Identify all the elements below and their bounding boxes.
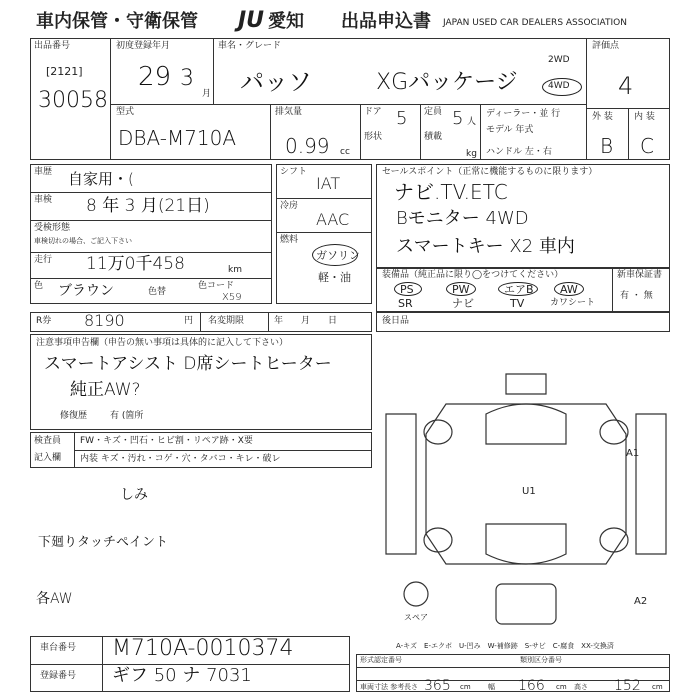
post-frame — [376, 312, 670, 332]
doors-value: 5 — [396, 108, 408, 129]
shift-label: シフト — [280, 167, 308, 177]
inspector-note-3: 各AW — [36, 591, 73, 607]
chassis-label: 車台番号 — [40, 643, 77, 653]
width-value: 166 — [518, 678, 545, 694]
name-change-date: 年 月 日 — [274, 316, 338, 326]
displacement: 0.99 — [285, 134, 330, 158]
length-label: 長さ — [404, 683, 418, 691]
notes-label: 注意事項申告欄（申告の無い事項は具体的に記入して下さい） — [36, 338, 289, 348]
lot-label: 出品番号 — [34, 41, 71, 51]
inspector-row-1: FW・キズ・凹石・ヒビ割・リペア跡・X要 — [80, 436, 253, 446]
damage-legend: A-キズ E-エクボ U-凹み W-補修跡 S-サビ C-腐食 XX-交換済 — [396, 642, 614, 650]
plate-label: 登録番号 — [40, 671, 77, 681]
mark-a2: A2 — [634, 596, 648, 607]
seats-label: 定員 — [424, 107, 443, 117]
inspector-label-2: 記入欄 — [34, 453, 62, 463]
notes-line-1: スマートアシスト D席シートヒーター — [44, 354, 332, 374]
drive-2wd: 2WD — [548, 55, 570, 65]
ju-logo: JU — [238, 8, 265, 33]
recycle-unit: 円 — [184, 316, 194, 326]
registration-label: 初度登録年月 — [116, 41, 171, 51]
history-value: 自家用・( — [68, 170, 134, 188]
width-unit: cm — [556, 683, 567, 691]
model-year-label: モデル 年式 — [486, 125, 534, 135]
inspection-label: 車検 — [34, 195, 53, 205]
ac-value: AAC — [316, 210, 350, 229]
inspector-note-2: 下廻りタッチペイント — [38, 535, 169, 550]
category-label: 類別区分番号 — [520, 656, 562, 664]
car-name: パッソ — [240, 68, 312, 96]
seats-unit: 人 — [467, 117, 477, 127]
name-change-label: 名変期限 — [208, 316, 245, 326]
sales-line-1: ナビ.TV.ETC — [394, 180, 508, 204]
logo-region: 愛知 — [268, 11, 304, 32]
registration-year: 29 — [138, 62, 172, 92]
form-title: 出品申込書 — [341, 11, 431, 32]
doors-label: ドア — [364, 107, 382, 117]
car-name-label: 車名・グレード — [218, 41, 282, 51]
handle-label: ハンドル 左・右 — [486, 147, 552, 157]
height-value: 152 — [614, 678, 641, 694]
fuel-options: 軽・油 — [318, 271, 351, 284]
plate-value: ギフ 50 ナ 7031 — [112, 665, 252, 686]
car-grade: XGパッケージ — [376, 70, 518, 95]
height-unit: cm — [652, 683, 663, 691]
model-label: 型式 — [116, 107, 135, 117]
equipment-navi: ナビ — [452, 297, 474, 310]
fuel-label: 燃料 — [280, 235, 299, 245]
ac-label: 冷房 — [280, 201, 299, 211]
shift-value: IAT — [316, 174, 341, 193]
inspection-value: 8 年 3 月(21日) — [86, 196, 210, 216]
mark-a1: A1 — [626, 448, 640, 459]
fuel-gas: ガソリン — [316, 249, 360, 262]
warranty-value: 有 ・ 無 — [620, 291, 653, 301]
equipment-pw: PW — [452, 283, 470, 296]
equipment-kawa-seat: カワシート — [550, 298, 596, 308]
mileage-label: 走行 — [34, 255, 53, 265]
inspection-form-note: 車検切れの場合、ご記入下さい — [34, 237, 132, 245]
repair-value: 有 (箇所 — [110, 411, 144, 421]
rating-label: 評価点 — [592, 41, 620, 51]
color-value: ブラウン — [58, 283, 114, 299]
shape-label: 形状 — [364, 132, 383, 142]
sales-label: セールスポイント（正常に機能するものに限ります） — [382, 167, 598, 177]
displacement-label: 排気量 — [275, 107, 303, 117]
repair-label: 修復歴 — [60, 411, 88, 421]
chassis-value: M710A-0010374 — [112, 636, 294, 661]
cert-label: 形式認定番号 — [360, 656, 402, 664]
drive-4wd: 4WD — [548, 81, 570, 91]
post-label: 後日品 — [382, 316, 410, 326]
registration-month: 3 — [180, 66, 194, 91]
mileage-value: 11万0千458 — [86, 254, 185, 274]
load-unit: kg — [466, 149, 477, 159]
width-label: 幅 — [488, 683, 495, 691]
inspector-note-1: しみ — [120, 487, 148, 503]
history-label: 車歴 — [34, 167, 53, 177]
rating-score: 4 — [618, 72, 634, 100]
mileage-unit: km — [228, 265, 242, 275]
length-unit: cm — [460, 683, 471, 691]
equipment-label: 装備品（純正品に限り◯をつけてください） — [382, 270, 564, 280]
registration-month-unit: 月 — [202, 89, 212, 99]
length-value: 365 — [424, 678, 451, 694]
interior-label: 内 装 — [634, 112, 655, 122]
new-warranty-label: 新車保証書 — [617, 270, 663, 280]
recycle-label: R券 — [36, 316, 52, 326]
dealer-label: ディーラー・並 行 — [486, 109, 561, 119]
storage-title: 車内保管・守衛保管 — [36, 11, 198, 32]
equipment-tv: TV — [510, 297, 525, 310]
height-label: 高さ — [574, 683, 588, 691]
equipment-sr: SR — [398, 297, 413, 310]
displacement-unit: cc — [340, 147, 350, 157]
equipment-aw: AW — [560, 283, 578, 296]
exterior-grade: B — [600, 134, 614, 158]
model-code: DBA-M710A — [118, 126, 237, 150]
lot-sub: [2121] — [46, 65, 83, 78]
dims-ref-label: 車両寸法 参考 — [360, 683, 405, 691]
mark-u1: U1 — [522, 486, 536, 497]
color-label: 色 — [34, 281, 44, 291]
inspector-label-1: 検査員 — [34, 436, 62, 446]
color-code: X59 — [222, 292, 242, 303]
inspector-row-2: 内装 キズ・汚れ・コゲ・穴・タバコ・キレ・破レ — [80, 454, 281, 464]
color-code-label: 色コード — [198, 281, 235, 291]
equipment-ps: PS — [400, 283, 414, 296]
exterior-label: 外 装 — [592, 112, 613, 122]
seats-value: 5 — [452, 108, 464, 129]
load-label: 積載 — [424, 132, 443, 142]
association-name: JAPAN USED CAR DEALERS ASSOCIATION — [443, 18, 627, 28]
sales-line-2: Bモニター 4WD — [396, 208, 529, 229]
recycle-amount: 8190 — [84, 311, 125, 330]
interior-grade: C — [640, 134, 654, 158]
inspection-form-label: 受検形態 — [34, 223, 71, 233]
lot-number: 30058 — [38, 88, 108, 113]
notes-line-2: 純正AW? — [70, 380, 141, 400]
color-change-label: 色替 — [148, 287, 167, 297]
sales-line-3: スマートキー X2 車内 — [396, 236, 575, 257]
equipment-airbag: エアB — [504, 283, 534, 296]
spare-label: スペア — [404, 613, 428, 622]
car-damage-diagram — [376, 334, 670, 652]
